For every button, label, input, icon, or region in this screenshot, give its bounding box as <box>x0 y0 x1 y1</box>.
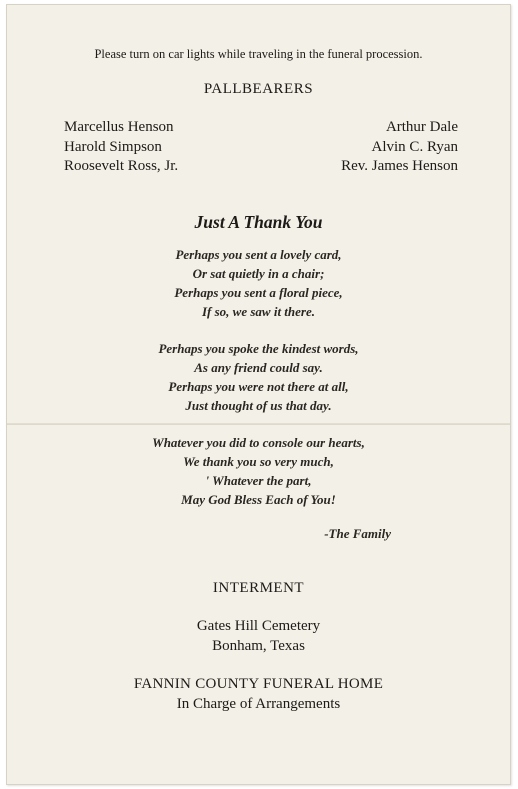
poem-line: May God Bless Each of You! <box>181 492 336 507</box>
thank-you-title: Just A Thank You <box>194 212 323 232</box>
pallbearer-name: Alvin C. Ryan <box>371 138 458 155</box>
poem-line: Just thought of us that day. <box>185 398 332 413</box>
poem-line: If so, we saw it there. <box>201 304 316 319</box>
poem-line: Perhaps you sent a floral piece, <box>174 285 343 300</box>
pallbearer-name: Roosevelt Ross, Jr. <box>64 158 179 174</box>
page-fold-line <box>7 423 510 425</box>
funeral-home-name: FANNIN COUNTY FUNERAL HOME <box>133 676 384 692</box>
interment-details <box>7 616 510 656</box>
pallbearers-right-column <box>341 118 458 177</box>
poem-line: We thank you so very much, <box>183 454 334 469</box>
poem-stanza <box>7 245 510 321</box>
pallbearers-left-column <box>64 118 178 177</box>
pallbearer-name: Rev. James Henson <box>341 158 458 174</box>
cemetery-location: Bonham, Texas <box>212 638 305 654</box>
poem-line: Perhaps you spoke the kindest words, <box>158 341 359 356</box>
poem-line: Or sat quietly in a chair; <box>192 266 325 281</box>
pallbearer-name: Arthur Dale <box>385 119 458 135</box>
family-signature: -The Family <box>324 526 391 541</box>
poem-stanza <box>7 339 510 415</box>
poem-line: ' Whatever the part, <box>205 473 312 488</box>
pallbearer-name: Marcellus Henson <box>64 119 174 135</box>
pallbearer-name: Harold Simpson <box>64 138 162 155</box>
interment-heading: INTERMENT <box>212 580 305 596</box>
poem-line: Perhaps you were not there at all, <box>168 379 349 394</box>
funeral-home-role: In Charge of Arrangements <box>176 696 341 712</box>
poem-line: Whatever you did to console our hearts, <box>152 435 365 450</box>
funeral-home-block <box>7 674 510 714</box>
procession-notice: Please turn on car lights while traveling in the funeral procession. <box>94 47 423 61</box>
poem-stanza <box>7 433 510 509</box>
poem-line: As any friend could say. <box>194 360 323 375</box>
pallbearers-heading: PALLBEARERS <box>203 81 314 97</box>
poem-line: Perhaps you sent a lovely card, <box>175 247 342 262</box>
program-page <box>6 4 511 785</box>
cemetery-name: Gates Hill Cemetery <box>196 618 321 634</box>
